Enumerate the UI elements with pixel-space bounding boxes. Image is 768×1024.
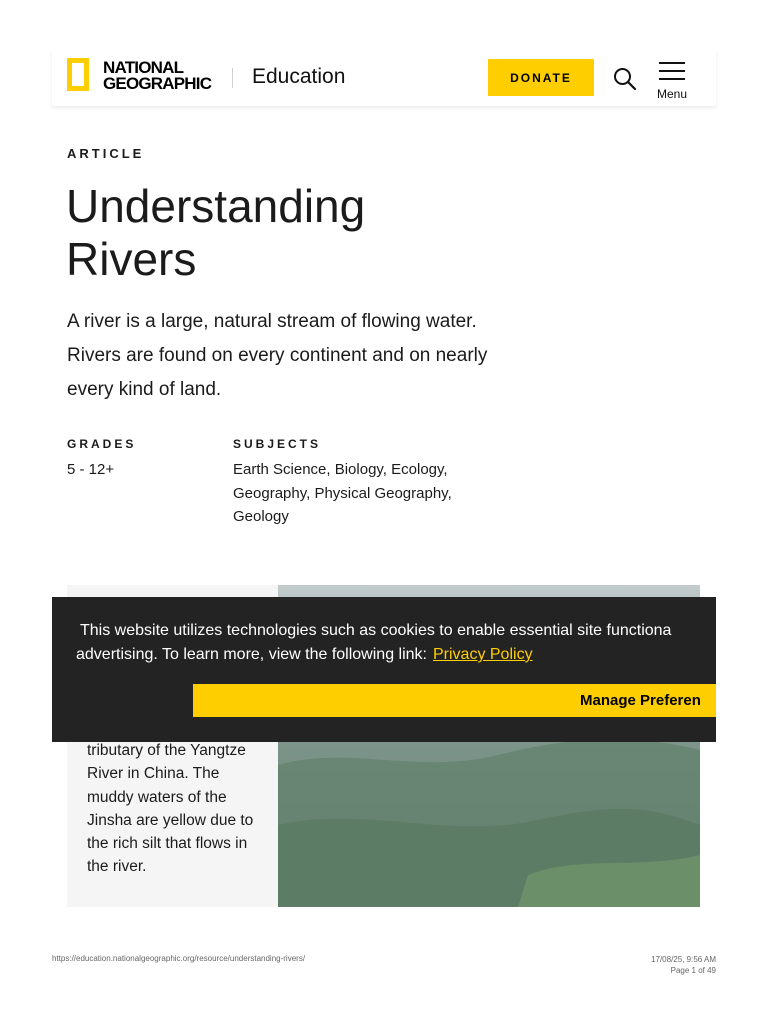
section-name-link[interactable]: Education [252, 65, 346, 88]
print-page-number: Page 1 of 49 [670, 966, 716, 975]
image-caption: tributary of the Yangtze River in China. The muddy waters of the Jinsha are yellow due to the rich silt that flows in the river. [87, 742, 254, 876]
cookie-text-line2: advertising. To learn more, view the following link: [76, 646, 427, 663]
cookie-banner [52, 597, 716, 742]
search-icon[interactable] [613, 67, 637, 91]
header-divider [232, 68, 233, 88]
print-datetime: 17/08/25, 9:56 AM [651, 955, 716, 964]
hamburger-icon [659, 62, 685, 80]
grades-label: GRADES [67, 437, 137, 451]
article-lede: A river is a large, natural stream of flowing water. Rivers are found on every continent and on nearly every kind of land. [67, 311, 488, 400]
logo-wordmark [103, 60, 211, 92]
logo-line-geographic: GEOGRAPHIC [103, 74, 212, 93]
print-footer-url: https://education.nationalgeographic.org/resource/understanding-rivers/ [52, 954, 306, 963]
manage-preferences-button[interactable]: Manage Preferen [193, 684, 716, 717]
print-footer-meta [651, 954, 716, 976]
article-title: Understanding Rivers [66, 180, 366, 285]
logo-line-national: NATIONAL [103, 58, 184, 77]
grades-value: 5 - 12+ [67, 461, 115, 478]
privacy-policy-link[interactable]: Privacy Policy [432, 646, 533, 663]
subjects-label: SUBJECTS [233, 437, 322, 451]
cookie-message [76, 619, 716, 667]
site-header [52, 50, 716, 106]
yellow-border-logo-icon [67, 58, 89, 91]
menu-label: Menu [656, 87, 688, 101]
menu-button[interactable] [652, 62, 692, 102]
cookie-text-line1: This website utilizes technologies such as cookies to enable essential site functiona [80, 622, 672, 639]
donate-button[interactable]: DONATE [488, 59, 594, 96]
subjects-value: Earth Science, Biology, Ecology, Geography, Physical Geography, Geology [233, 461, 452, 525]
article-kicker: ARTICLE [67, 146, 145, 161]
